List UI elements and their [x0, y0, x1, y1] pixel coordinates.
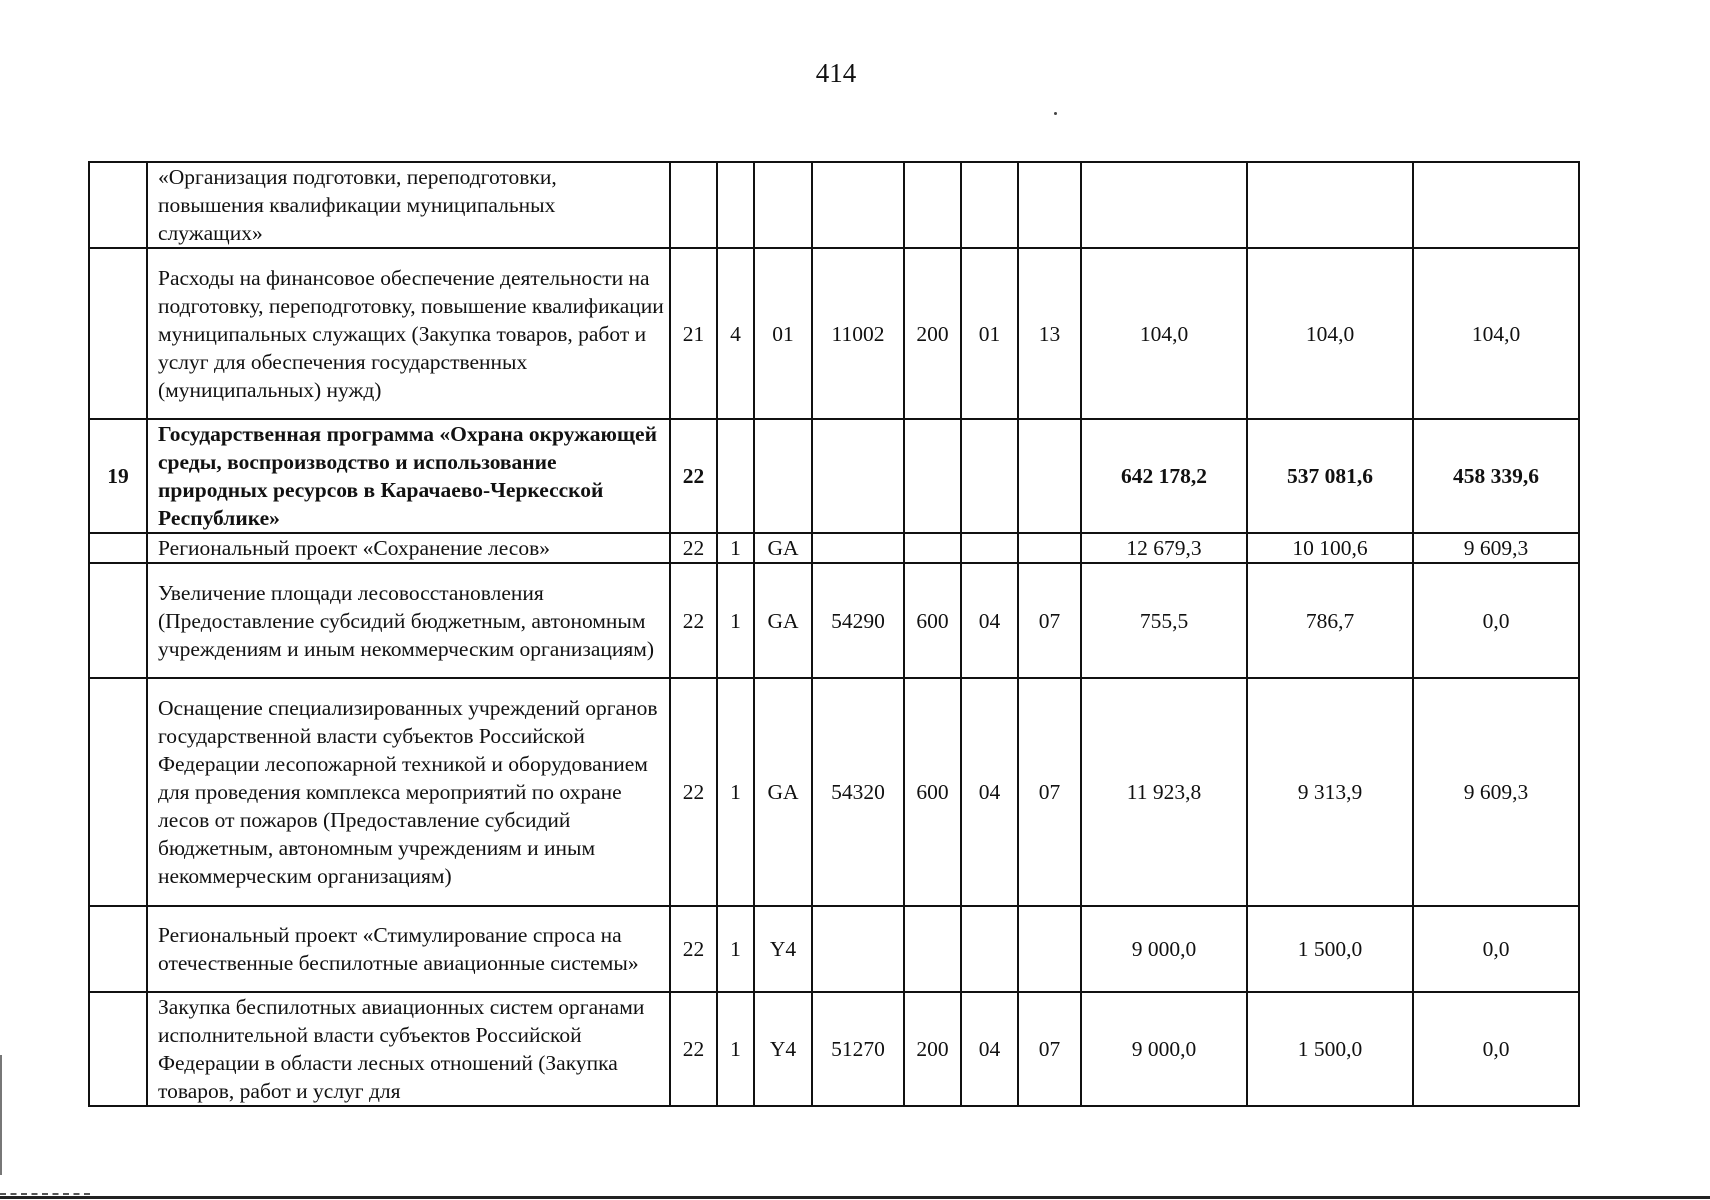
- amount-year-1: 9 000,0: [1081, 906, 1247, 992]
- amount-year-1: 642 178,2: [1081, 419, 1247, 533]
- code-direction: [812, 419, 904, 533]
- amount-year-1: 12 679,3: [1081, 533, 1247, 563]
- code-direction: 11002: [812, 248, 904, 419]
- code-admin: [670, 162, 717, 248]
- code-section: 04: [961, 563, 1018, 678]
- code-subsection: [1018, 533, 1081, 563]
- row-name: Региональный проект «Стимулирование спроса на отечественные беспилотные авиационные системы»: [147, 906, 670, 992]
- amount-year-3: 0,0: [1413, 906, 1579, 992]
- table-row: [89, 992, 1579, 1106]
- row-name: Увеличение площади лесовосстановления (Предоставление субсидий бюджетным, автономным учреждениям и иным некоммерческим организациям): [147, 563, 670, 678]
- amount-year-1: [1081, 162, 1247, 248]
- amount-year-3: 0,0: [1413, 563, 1579, 678]
- row-name: Региональный проект «Сохранение лесов»: [147, 533, 670, 563]
- code-expense-type: [904, 162, 961, 248]
- code-admin: 22: [670, 992, 717, 1106]
- row-name: «Организация подготовки, переподготовки, повышения квалификации муниципальных служащих»: [147, 162, 670, 248]
- code-section: 04: [961, 678, 1018, 906]
- table-row: [89, 419, 1579, 533]
- scan-speck: [1054, 112, 1057, 115]
- table-row: [89, 678, 1579, 906]
- code-direction: 54320: [812, 678, 904, 906]
- code-admin: 21: [670, 248, 717, 419]
- code-subprogram: Y4: [754, 992, 812, 1106]
- code-section: 01: [961, 248, 1018, 419]
- row-number: [89, 992, 147, 1106]
- code-expense-type: 200: [904, 248, 961, 419]
- row-name: Оснащение специализированных учреждений органов государственной власти субъектов Российской Федерации лесопожарной техникой и оборудованием для проведения комплекса мероприятий по охране лесов от пожаров (Предоставление субсидий бюджетным, автономным учреждениям и иным некоммерческим организациям): [147, 678, 670, 906]
- amount-year-2: 9 313,9: [1247, 678, 1413, 906]
- amount-year-1: 11 923,8: [1081, 678, 1247, 906]
- amount-year-3: 9 609,3: [1413, 678, 1579, 906]
- code-direction: 54290: [812, 563, 904, 678]
- code-expense-type: [904, 906, 961, 992]
- amount-year-2: 537 081,6: [1247, 419, 1413, 533]
- row-number: [89, 533, 147, 563]
- code-program: 1: [717, 992, 754, 1106]
- amount-year-2: 10 100,6: [1247, 533, 1413, 563]
- row-number: [89, 906, 147, 992]
- amount-year-3: 458 339,6: [1413, 419, 1579, 533]
- code-direction: [812, 162, 904, 248]
- code-subsection: 07: [1018, 563, 1081, 678]
- amount-year-3: 104,0: [1413, 248, 1579, 419]
- amount-year-3: 0,0: [1413, 992, 1579, 1106]
- code-section: [961, 533, 1018, 563]
- code-expense-type: [904, 533, 961, 563]
- page-bottom-rule: [0, 1196, 1710, 1199]
- code-admin: 22: [670, 533, 717, 563]
- code-program: [717, 419, 754, 533]
- code-subprogram: [754, 162, 812, 248]
- row-name: Закупка беспилотных авиационных систем органами исполнительной власти субъектов Российской Федерации в области лесных отношений (Закупка товаров, работ и услуг для: [147, 992, 670, 1106]
- code-subprogram: GA: [754, 563, 812, 678]
- code-admin: 22: [670, 906, 717, 992]
- amount-year-2: 104,0: [1247, 248, 1413, 419]
- code-expense-type: 200: [904, 992, 961, 1106]
- code-program: 1: [717, 533, 754, 563]
- code-program: 1: [717, 678, 754, 906]
- code-direction: [812, 533, 904, 563]
- code-expense-type: 600: [904, 678, 961, 906]
- code-program: [717, 162, 754, 248]
- code-direction: 51270: [812, 992, 904, 1106]
- row-number: 19: [89, 419, 147, 533]
- code-subsection: 07: [1018, 992, 1081, 1106]
- row-number: [89, 678, 147, 906]
- code-subprogram: GA: [754, 533, 812, 563]
- amount-year-3: 9 609,3: [1413, 533, 1579, 563]
- code-subsection: [1018, 906, 1081, 992]
- table-row: [89, 248, 1579, 419]
- table-row: [89, 563, 1579, 678]
- code-admin: 22: [670, 419, 717, 533]
- code-section: [961, 162, 1018, 248]
- code-program: 1: [717, 563, 754, 678]
- table-body: [89, 162, 1579, 1106]
- amount-year-2: [1247, 162, 1413, 248]
- amount-year-2: 1 500,0: [1247, 906, 1413, 992]
- row-name: Расходы на финансовое обеспечение деятельности на подготовку, переподготовку, повышение квалификации муниципальных служащих (Закупка товаров, работ и услуг для обеспечения государственных (муниципальных) нужд): [147, 248, 670, 419]
- amount-year-1: 104,0: [1081, 248, 1247, 419]
- code-expense-type: 600: [904, 563, 961, 678]
- row-number: [89, 162, 147, 248]
- amount-year-1: 9 000,0: [1081, 992, 1247, 1106]
- row-name: Государственная программа «Охрана окружающей среды, воспроизводство и использование природных ресурсов в Карачаево-Черкесской Республике»: [147, 419, 670, 533]
- amount-year-2: 1 500,0: [1247, 992, 1413, 1106]
- code-subsection: 07: [1018, 678, 1081, 906]
- code-subprogram: 01: [754, 248, 812, 419]
- code-section: [961, 419, 1018, 533]
- code-direction: [812, 906, 904, 992]
- code-subsection: 13: [1018, 248, 1081, 419]
- amount-year-1: 755,5: [1081, 563, 1247, 678]
- code-expense-type: [904, 419, 961, 533]
- scan-edge-mark: [0, 1193, 90, 1195]
- amount-year-2: 786,7: [1247, 563, 1413, 678]
- page-number: 414: [815, 58, 857, 88]
- row-number: [89, 248, 147, 419]
- row-number: [89, 563, 147, 678]
- code-admin: 22: [670, 563, 717, 678]
- table-row: [89, 906, 1579, 992]
- code-subprogram: Y4: [754, 906, 812, 992]
- scan-left-edge: [0, 1055, 2, 1175]
- code-program: 4: [717, 248, 754, 419]
- amount-year-3: [1413, 162, 1579, 248]
- code-subsection: [1018, 419, 1081, 533]
- code-program: 1: [717, 906, 754, 992]
- code-admin: 22: [670, 678, 717, 906]
- code-subprogram: GA: [754, 678, 812, 906]
- code-section: 04: [961, 992, 1018, 1106]
- table-row: [89, 533, 1579, 563]
- table-row: [89, 162, 1579, 248]
- budget-table: [88, 161, 1580, 1107]
- code-subsection: [1018, 162, 1081, 248]
- code-subprogram: [754, 419, 812, 533]
- code-section: [961, 906, 1018, 992]
